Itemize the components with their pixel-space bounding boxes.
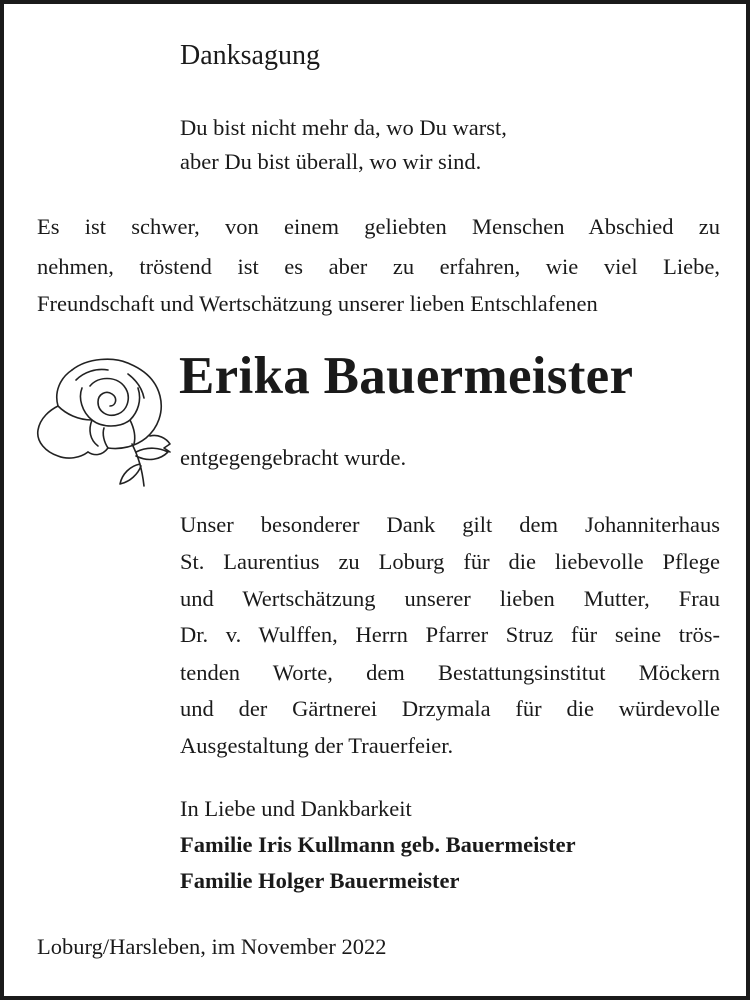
verse-line: aber Du bist überall, wo wir sind. [180,149,482,174]
family-signature: Familie Iris Kullmann geb. Bauermeister [180,832,576,857]
thanks-line: und der Gärtnerei Drzymala für die würdevolle [180,696,720,721]
family-signature: Familie Holger Bauermeister [180,868,460,893]
rose-icon [32,352,174,494]
thanks-line: Ausgestaltung der Trauerfeier. [180,733,454,758]
notice-title: Danksagung [180,40,320,71]
deceased-name: Erika Bauermeister [179,347,634,405]
intro-line: nehmen, tröstend ist es aber zu erfahren, wie viel Liebe, [37,254,720,279]
intro-line: Freundschaft und Wertschätzung unserer lieben Entschlafenen [37,291,598,316]
thanks-line: St. Laurentius zu Loburg für die liebevolle Pflege [180,549,720,574]
verse-line: Du bist nicht mehr da, wo Du warst, [180,115,507,140]
thanks-line: tenden Worte, dem Bestattungsinstitut Möckern [180,660,720,685]
thanks-line: Unser besonderer Dank gilt dem Johanniterhaus [180,512,720,537]
intro-line: Es ist schwer, von einem geliebten Menschen Abschied zu [37,214,720,239]
thanks-line: Dr. v. Wulffen, Herrn Pfarrer Struz für seine trös- [180,622,720,647]
thanks-line: und Wertschätzung unserer lieben Mutter, Frau [180,586,720,611]
after-name-text: entgegengebracht wurde. [180,445,407,470]
place-date: Loburg/Harsleben, im November 2022 [37,934,387,959]
closing-text: In Liebe und Dankbarkeit [180,796,412,821]
